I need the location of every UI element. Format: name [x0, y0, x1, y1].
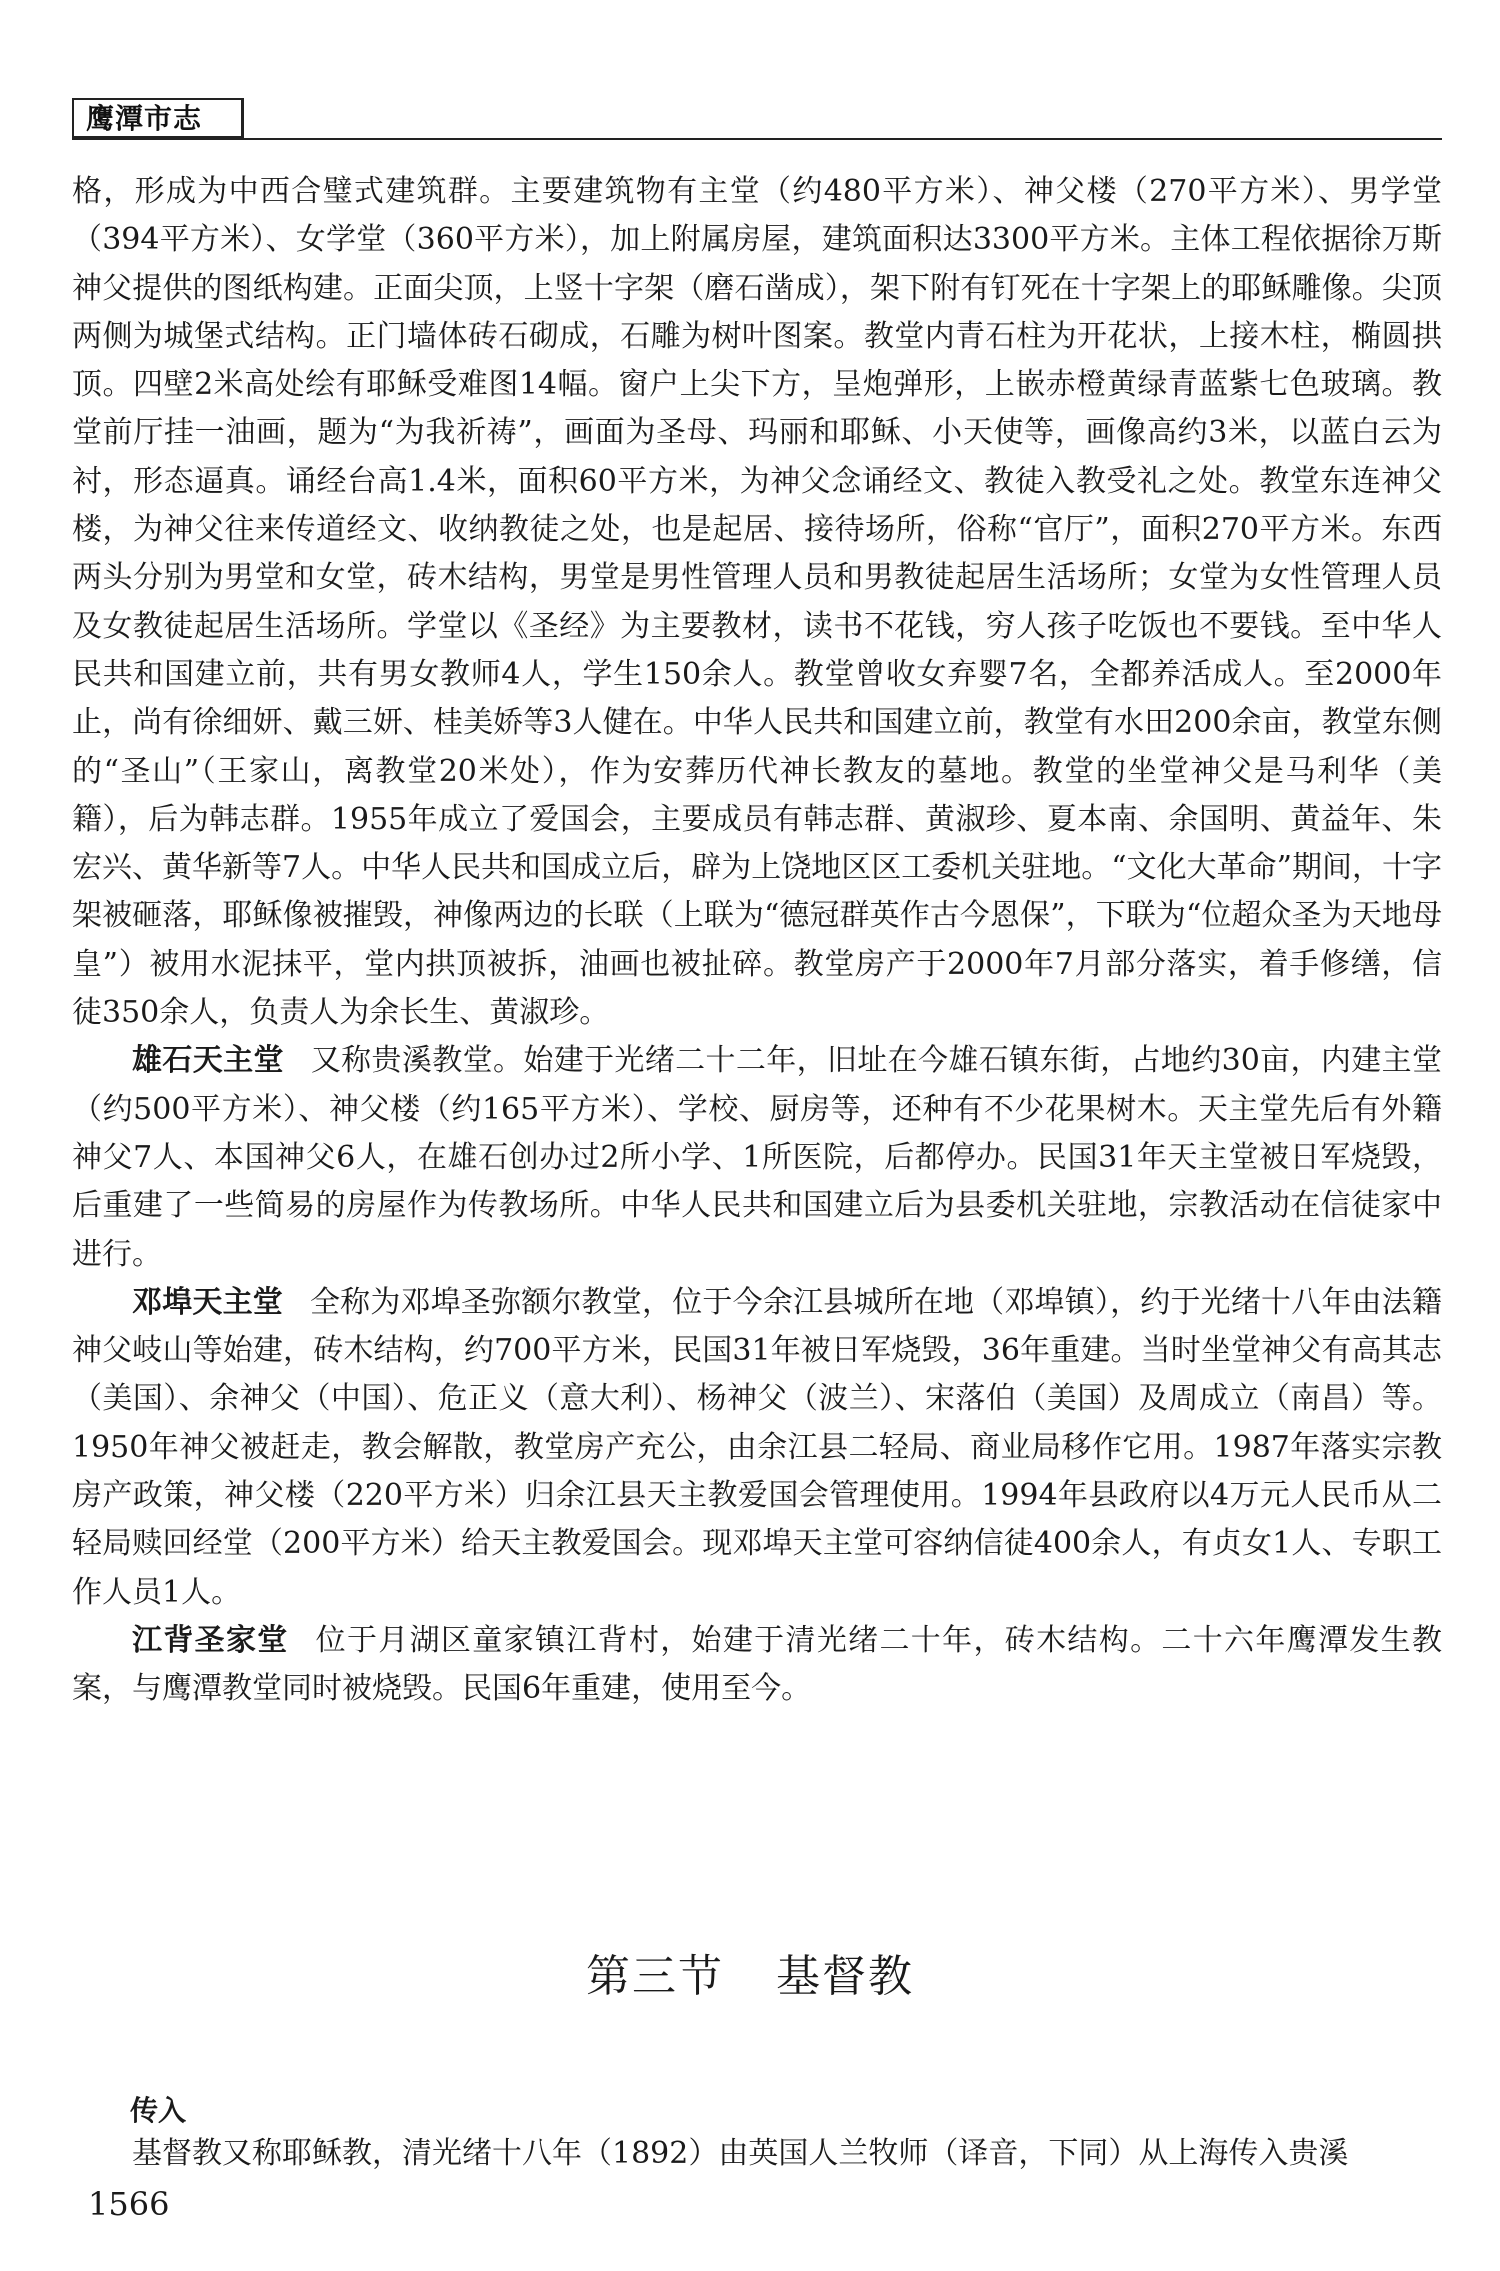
entry-title-xiongshi: 雄石天主堂: [132, 1043, 284, 1079]
paragraph-xiongshi-church: [72, 1037, 1442, 1278]
entry-title-jiangbei: 江背圣家堂: [132, 1622, 289, 1658]
entry-text-jiangbei: 位于月湖区童家镇江背村，始建于清光绪二十年，砖木结构。二十六年鹰潭发生教案，与鹰潭教堂同时被烧毁。民国6年重建，使用至今。: [72, 1622, 1442, 1707]
entry-title-dengbu: 邓埠天主堂: [132, 1284, 283, 1320]
main-text: [72, 168, 1442, 1714]
entry-text-xiongshi: 又称贵溪教堂。始建于光绪二十二年，旧址在今雄石镇东街，占地约30亩，内建主堂（约500平方米）、神父楼（约165平方米）、学校、厨房等，还种有不少花果树木。天主堂先后有外籍神父7人、本国神父6人，在雄石创办过2所小学、1所医院，后都停办。民国31年天主堂被日军烧毁，后重建了一些简易的房屋作为传教场所。中华人民共和国建立后为县委机关驻地，宗教活动在信徒家中进行。: [72, 1043, 1442, 1272]
paragraph-church-description: 格，形成为中西合璧式建筑群。主要建筑物有主堂（约480平方米）、神父楼（270平方米）、男学堂（394平方米）、女学堂（360平方米），加上附属房屋，建筑面积达3300平方米。主体工程依据徐万斯神父提供的图纸构建。正面尖顶，上竖十字架（磨石凿成），架下附有钉死在十字架上的耶稣雕像。尖顶两侧为城堡式结构。正门墙体砖石砌成，石雕为树叶图案。教堂内青石柱为开花状，上接木柱，椭圆拱顶。四壁2米高处绘有耶稣受难图14幅。窗户上尖下方，呈炮弹形，上嵌赤橙黄绿青蓝紫七色玻璃。教堂前厅挂一油画，题为“为我祈祷”，画面为圣母、玛丽和耶稣、小天使等，画像高约3米，以蓝白云为衬，形态逼真。诵经台高1.4米，面积60平方米，为神父念诵经文、教徒入教受礼之处。教堂东连神父楼，为神父往来传道经文、收纳教徒之处，也是起居、接待场所，俗称“官厅”，面积270平方米。东西两头分别为男堂和女堂，砖木结构，男堂是男性管理人员和男教徒起居生活场所；女堂为女性管理人员及女教徒起居生活场所。学堂以《圣经》为主要教材，读书不花钱，穷人孩子吃饭也不要钱。至中华人民共和国建立前，共有男女教师4人，学生150余人。教堂曾收女弃婴7名，全都养活成人。至2000年止，尚有徐细妍、戴三妍、桂美娇等3人健在。中华人民共和国建立前，教堂有水田200余亩，教堂东侧的“圣山”（王家山，离教堂20米处），作为安葬历代神长教友的墓地。教堂的坐堂神父是马利华（美籍），后为韩志群。1955年成立了爱国会，主要成员有韩志群、黄淑珍、夏本南、余国明、黄益年、朱宏兴、黄华新等7人。中华人民共和国成立后，辟为上饶地区区工委机关驻地。“文化大革命”期间，十字架被砸落，耶稣像被摧毁，神像两边的长联（上联为“德冠群英作古今恩保”，下联为“位超众圣为天地母皇”）被用水泥抹平，堂内拱顶被拆，油画也被扯碎。教堂房产于2000年7月部分落实，着手修缮，信徒350余人，负责人为余长生、黄淑珍。: [72, 174, 1442, 1031]
paragraph-dengbu-church: [72, 1279, 1442, 1617]
running-header-title: 鹰潭市志: [86, 102, 203, 135]
paragraph-jiangbei-church: [72, 1617, 1442, 1714]
header-rule: [72, 138, 1442, 140]
page-number: 1566: [88, 2185, 170, 2223]
entry-text-dengbu: 全称为邓埠圣弥额尔教堂，位于今余江县城所在地（邓埠镇），约于光绪十八年由法籍神父岐山等始建，砖木结构，约700平方米，民国31年被日军烧毁，36年重建。当时坐堂神父有高其志（美国）、余神父（中国）、危正义（意大利）、杨神父（波兰）、宋落伯（美国）及周成立（南昌）等。1950年神父被赶走，教会解散，教堂房产充公，由余江县二轻局、商业局移作它用。1987年落实宗教房产政策，神父楼（220平方米）归余江县天主教爱国会管理使用。1994年县政府以4万元人民币从二轻局赎回经堂（200平方米）给天主教爱国会。现邓埠天主堂可容纳信徒400余人，有贞女1人、专职工作人员1人。: [72, 1284, 1442, 1610]
sub-heading: 传入: [130, 2094, 187, 2127]
section-heading: 第三节 基督教: [586, 1951, 914, 2002]
paragraph-christianity-intro: 基督教又称耶稣教，清光绪十八年（1892）由英国人兰牧师（译音，下同）从上海传入贵溪: [132, 2136, 1349, 2171]
